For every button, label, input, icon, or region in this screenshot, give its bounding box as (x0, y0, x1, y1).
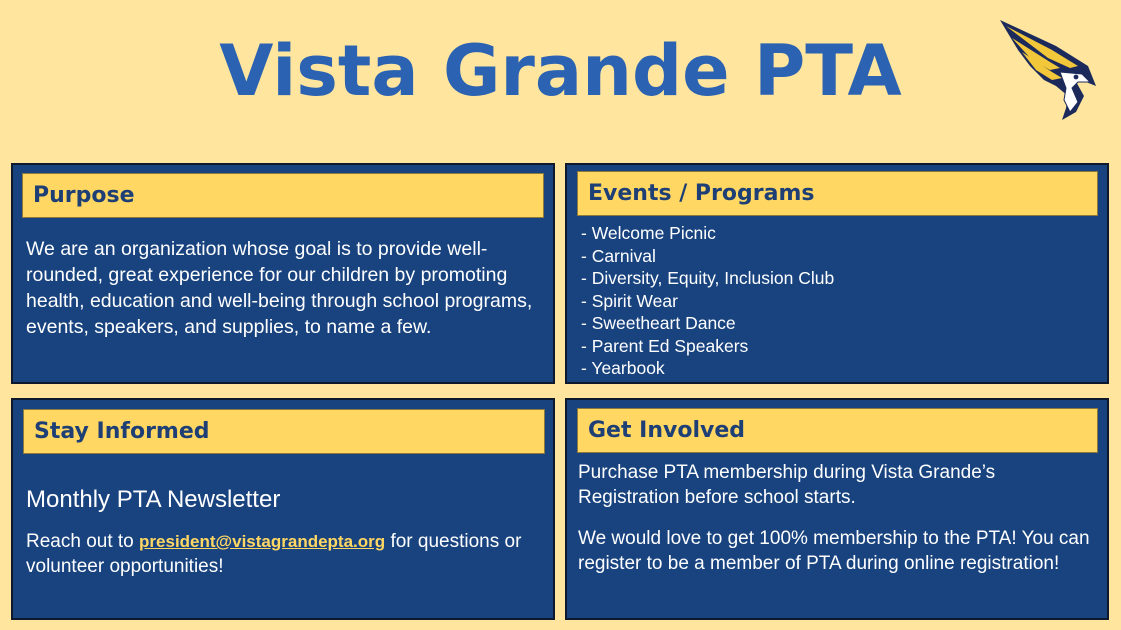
list-item: - Carnival (581, 245, 656, 266)
newsletter-text: Monthly PTA Newsletter (26, 486, 281, 513)
list-item: - Welcome Picnic (581, 223, 716, 243)
purpose-text: We are an organization whose goal is to provide well-rounded, great experience for our children by promoting health, education and well-being through school programs, events, speakers, and supplies, to name a few. (26, 238, 533, 338)
list-item: - Yearbook (581, 358, 665, 378)
involved-para-2: We would love to get 100% membership to the PTA! You can register to be a member of PTA during online registration! (578, 528, 1090, 574)
purpose-heading: Purpose (22, 173, 544, 218)
reach-suffix: for questions or volunteer opportunities! (26, 531, 522, 577)
involved-para-1: Purchase PTA membership during Vista Grande’s Registration before school starts. (578, 462, 996, 508)
list-item: - Diversity, Equity, Inclusion Club (581, 268, 835, 288)
events-list-wrap (581, 222, 1096, 380)
events-heading: Events / Programs (577, 171, 1098, 216)
list-item: - Parent Ed Speakers (581, 335, 749, 356)
reach-prefix: Reach out to (26, 531, 140, 552)
list-item: - Spirit Wear (581, 290, 678, 311)
events-list (581, 222, 1096, 380)
eagle-mascot-icon (996, 16, 1100, 126)
list-item: - Sweetheart Dance (581, 313, 736, 333)
page-title: Vista Grande PTA (219, 30, 902, 112)
email-link[interactable]: president@vistagrandepta.org (139, 532, 386, 551)
informed-heading: Stay Informed (23, 409, 545, 454)
reach-out-text (26, 529, 546, 579)
involved-heading: Get Involved (577, 408, 1098, 453)
